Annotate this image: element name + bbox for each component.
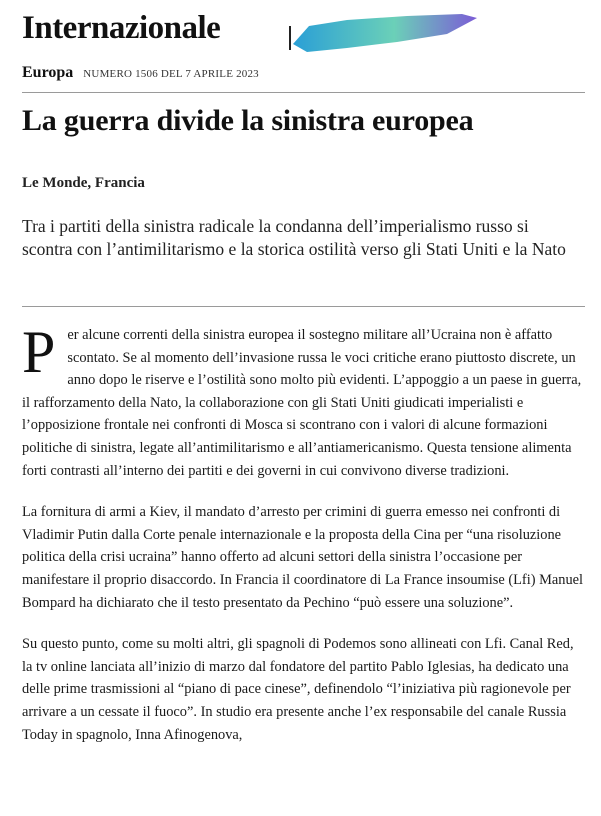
drop-cap: P	[22, 319, 56, 385]
paragraph-3: Su questo punto, come su molti altri, gli spagnoli di Podemos sono allineati con Lfi. Canal Red, la tv online lanciata all’inizio di marzo dal fondatore del partito Pablo Iglesias, ha dedicato una delle prime trasmissioni al “piano di pace cinese”, definendolo “l’iniziativa più ragionevole per arrivare a un cessate il fuoco”. In studio era presente anche l’ex responsabile del canale Russia Today in spagnolo, Inna Afinogenova,	[22, 636, 574, 743]
paragraph-2: La fornitura di armi a Kiev, il mandato d’arresto per crimini di guerra emesso nei confronti di Vladimir Putin dalla Corte penale internazionale e la proposta della Cina per “una risoluzione politica della crisi ucraina” hanno offerto ad alcuni settori della sinistra l’occasione per manifestare il proprio disaccordo. In Francia il coordinatore di La France insoumise (Lfi) Manuel Bompard ha dichiarato che il testo presentato da Pechino “può essere una soluzione”.	[22, 504, 584, 611]
masthead	[22, 10, 582, 50]
article-headline: La guerra divide la sinistra europea	[22, 104, 474, 137]
issue-info	[22, 64, 259, 82]
article-source: Le Monde, Francia	[22, 175, 145, 191]
divider-top	[22, 92, 585, 93]
issue-number: NUMERO 1506 DEL 7 APRILE 2023	[83, 68, 259, 80]
logo-wordmark[interactable]: Internazionale	[22, 10, 221, 46]
article-dek: Tra i partiti della sinistra radicale la condanna dell’imperialismo russo si scontra con l’antimilitarismo e la storica ostilità verso gli Stati Uniti e la Nato	[22, 216, 566, 259]
paragraph-1-text: er alcune correnti della sinistra europea il sostegno militare all’Ucraina non è affatto scontato. Se al momento dell’invasione russa le voci critiche erano piuttosto discrete, un anno dopo le riserve e l’ostilità sono molto più evidenti. L’appoggio a un paese in guerra, il rafforzamento della Nato, la collaborazione con gli Stati Uniti giudicati imperialisti e l’opposizione frontale nei confronti di Mosca si scontrano con i valori di alcune formazioni politiche di sinistra, legate all’antimilitarismo e all’antiamericanismo. Questa tensione alimenta forti contrasti all’interno dei partiti e dei governi in cui convivono diverse tradizioni.	[22, 327, 582, 479]
article-body	[22, 319, 587, 765]
paragraph-1	[22, 319, 587, 482]
logo-brush-icon	[287, 12, 487, 54]
divider-middle	[22, 306, 585, 307]
section-label[interactable]: Europa	[22, 64, 74, 81]
